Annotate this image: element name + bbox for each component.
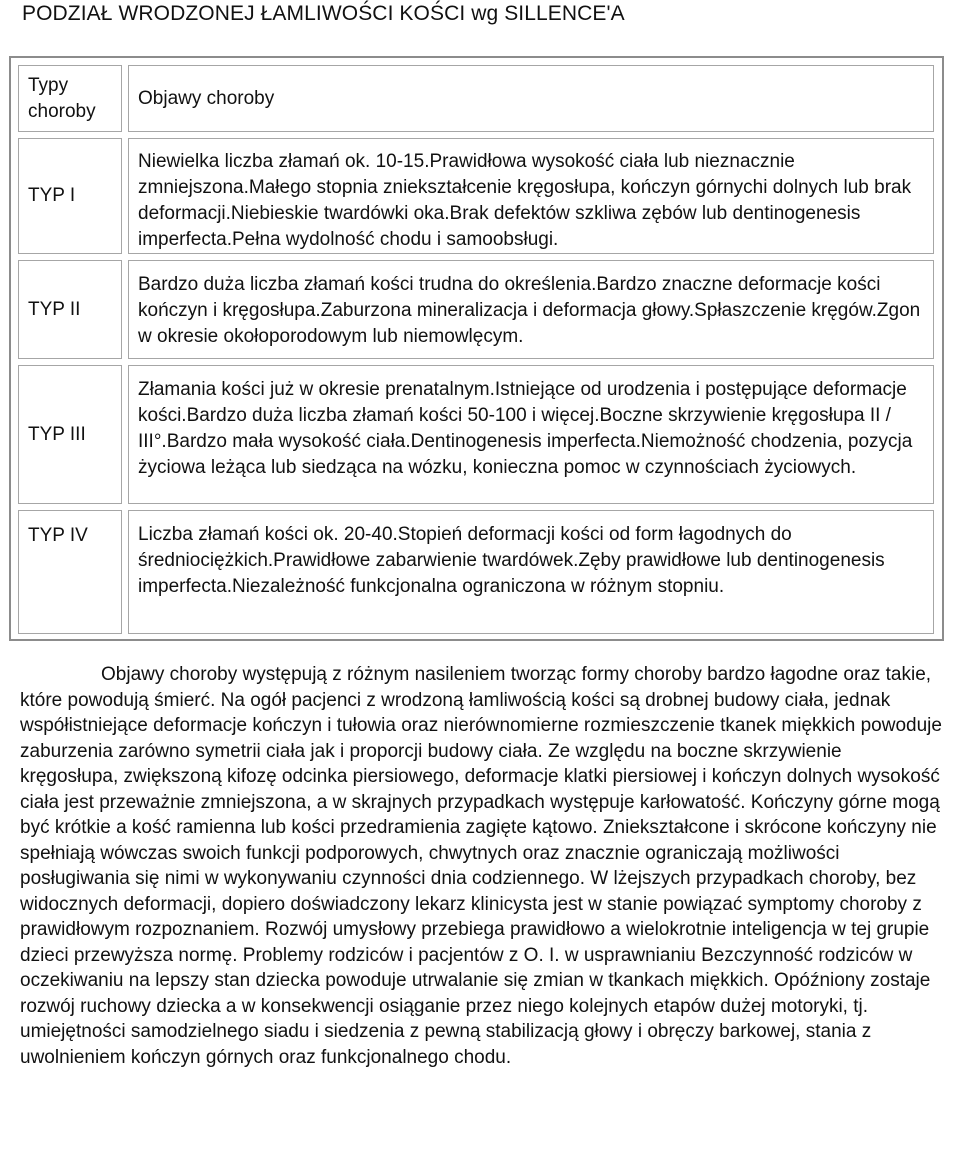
table-row-type (18, 365, 122, 504)
table-row-type (18, 260, 122, 359)
header-symptoms-label: Objawy choroby (138, 87, 275, 109)
classification-table (9, 56, 944, 641)
symptoms-text: Złamania kości już w okresie prenatalnym.Istniejące od urodzenia i postępujące deformacje kości.Bardzo duża liczba złamań kości 50-100 i więcej.Boczne skrzywienie kręgosłupa II / III°.Bardzo mała wysokość ciała.Dentinogenesis imperfecta.Niemożność chodzenia, pozycja życiowa leżąca lub siedząca na wózku, konieczna pomoc w czynnościach życiowych. (138, 379, 913, 478)
type-label: TYP II (28, 298, 81, 320)
table-row-symptoms (128, 365, 934, 504)
table-row-type (18, 510, 122, 634)
page-title: PODZIAŁ WRODZONEJ ŁAMLIWOŚCI KOŚCI wg SILLENCE'A (22, 2, 625, 25)
table-row-symptoms (128, 260, 934, 359)
body-paragraph: Objawy choroby występują z różnym nasileniem tworząc formy choroby bardzo łagodne oraz takie, które powodują śmierć. Na ogół pacjenci z wrodzoną łamliwością kości są drobnej budowy ciała, jednak współistniejące deformacje kończyn i tułowia oraz nierównomierne rozmieszczenie tkanek miękkich powoduje zaburzenia zarówno symetrii ciała jak i proporcji budowy ciała. Ze względu na boczne skrzywienie kręgosłupa, zwiększoną kifozę odcinka piersiowego, deformacje klatki piersiowej i kończyn dolnych wysokość ciała jest przeważnie zmniejszona, a w skrajnych przypadkach występuje karłowatość. Kończyny górne mogą być krótkie a kość ramienna lub kości przedramienia zagięte kątowo. Zniekształcone i skrócone kończyny nie spełniają wówczas swoich funkcji podporowych, chwytnych oraz znacznie ograniczają możliwości posługiwania się nimi w wykonywaniu czynności dnia codziennego. W lżejszych przypadkach choroby, bez widocznych deformacji, dopiero doświadczony lekarz klinicysta jest w stanie powiązać symptomy choroby z prawidłowym rozpoznaniem. Rozwój umysłowy przebiega prawidłowo a wielokrotnie inteligencja w tej grupie dzieci przewyższa normę. Problemy rodziców i pacjentów z O. I. w usprawnianiu Bezczynność rodziców w oczekiwaniu na lepszy stan dziecka powoduje utrwalanie się zmian w tkankach miękkich. Opóźniony zostaje rozwój ruchowy dziecka a w konsekwencji osiąganie przez niego kolejnych etapów dużej motoryki, tj. umiejętności samodzielnego siadu i siedzenia z pewną stabilizacją głowy i obręczy barkowej, stania z uwolnieniem kończyn górnych oraz funkcjonalnego chodu. (20, 664, 942, 1068)
header-type-cell (18, 65, 122, 132)
symptoms-text: Liczba złamań kości ok. 20-40.Stopień deformacji kości od form łagodnych do średniociężkich.Prawidłowe zabarwienie twardówek.Zęby prawidłowe lub dentinogenesis imperfecta.Niezależność funkcjonalna ograniczona w różnym stopniu. (138, 524, 885, 597)
symptoms-text: Bardzo duża liczba złamań kości trudna do określenia.Bardzo znaczne deformacje kości kończyn i kręgosłupa.Zaburzona mineralizacja i deformacja głowy.Spłaszczenie kręgów.Zgon w okresie okołoporodowym lub niemowlęcym. (138, 274, 921, 347)
header-type-label: Typy choroby (28, 74, 96, 122)
table-row-symptoms (128, 510, 934, 634)
type-label: TYP IV (28, 525, 88, 546)
table-row-type (18, 138, 122, 254)
symptoms-text: Niewielka liczba złamań ok. 10-15.Prawidłowa wysokość ciała lub nieznacznie zmniejszona.Małego stopnia zniekształcenie kręgosłupa, kończyn górnychi dolnych lub brak deformacji.Niebieskie twardówki oka.Brak defektów szkliwa zębów lub dentinogenesis imperfecta.Pełna wydolność chodu i samoobsługi. (138, 151, 912, 250)
table-row-symptoms (128, 138, 934, 254)
type-label: TYP I (28, 185, 76, 206)
header-symptoms-cell (128, 65, 934, 132)
type-label: TYP III (28, 423, 86, 445)
